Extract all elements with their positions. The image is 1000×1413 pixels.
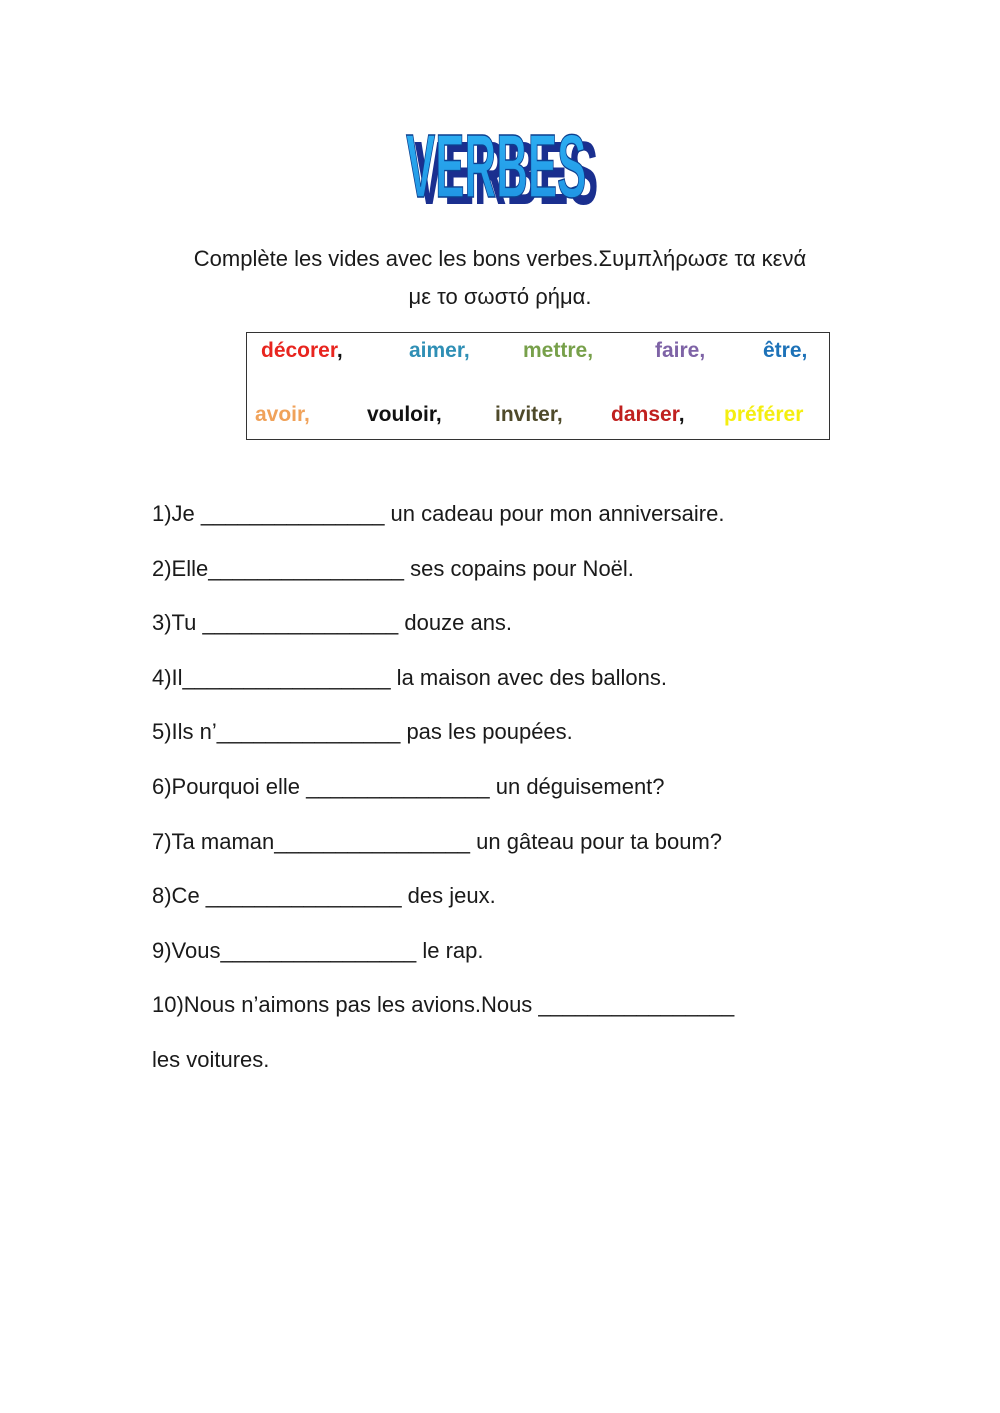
exercise-line-10: 10)Nous n’aimons pas les avions.Nous ________________ (152, 992, 735, 1018)
word-separator: , (336, 339, 343, 362)
instructions (140, 240, 860, 316)
word-bank-item-preferer: préférer (724, 403, 804, 426)
exercise-line-2: 2)Elle________________ ses copains pour Noël. (152, 555, 634, 581)
exercise-line-7: 7)Ta maman________________ un gâteau pour ta boum? (152, 828, 723, 854)
word-bank-item-faire: faire, (655, 339, 706, 362)
exercise-line-10-continued: les voitures. (152, 1046, 270, 1072)
title-wordart-logo (395, 112, 605, 227)
word-bank-box (246, 332, 830, 440)
word-bank-item-vouloir: vouloir, (367, 403, 442, 426)
title-wordart-face (406, 117, 586, 217)
word-bank-item-aimer: aimer, (409, 339, 470, 362)
word-bank-item-avoir: avoir, (255, 403, 310, 426)
word-text: décorer (261, 339, 337, 362)
svg-text:VERBES: VERBES (406, 116, 587, 218)
instructions-line-1: Complète les vides avec les bons verbes.Συμπλήρωσε τα κενά (193, 246, 807, 271)
exercise-line-6: 6)Pourquoi elle _______________ un déguisement? (152, 773, 665, 799)
word-bank-item-inviter: inviter, (495, 403, 563, 426)
word-text: danser (611, 403, 679, 426)
word-bank-item-mettre: mettre, (523, 339, 594, 362)
word-separator: , (678, 403, 685, 426)
word-bank-item-etre: être, (763, 339, 808, 362)
svg-text:VERBES: VERBES (414, 123, 599, 225)
exercise-list (152, 495, 872, 1096)
word-bank-item-decorer (261, 339, 343, 363)
instructions-line-2: με το σωστό ρήμα. (408, 284, 592, 309)
word-bank-item-danser (611, 403, 685, 427)
exercise-line-8: 8)Ce ________________ des jeux. (152, 883, 496, 909)
exercise-line-1: 1)Je _______________ un cadeau pour mon anniversaire. (152, 501, 725, 526)
exercise-line-5: 5)Ils n’_______________ pas les poupées. (152, 719, 573, 745)
exercise-line-9: 9)Vous________________ le rap. (152, 937, 484, 963)
exercise-line-4: 4)Il_________________ la maison avec des ballons. (152, 664, 667, 690)
exercise-line-3: 3)Tu ________________ douze ans. (152, 610, 513, 636)
